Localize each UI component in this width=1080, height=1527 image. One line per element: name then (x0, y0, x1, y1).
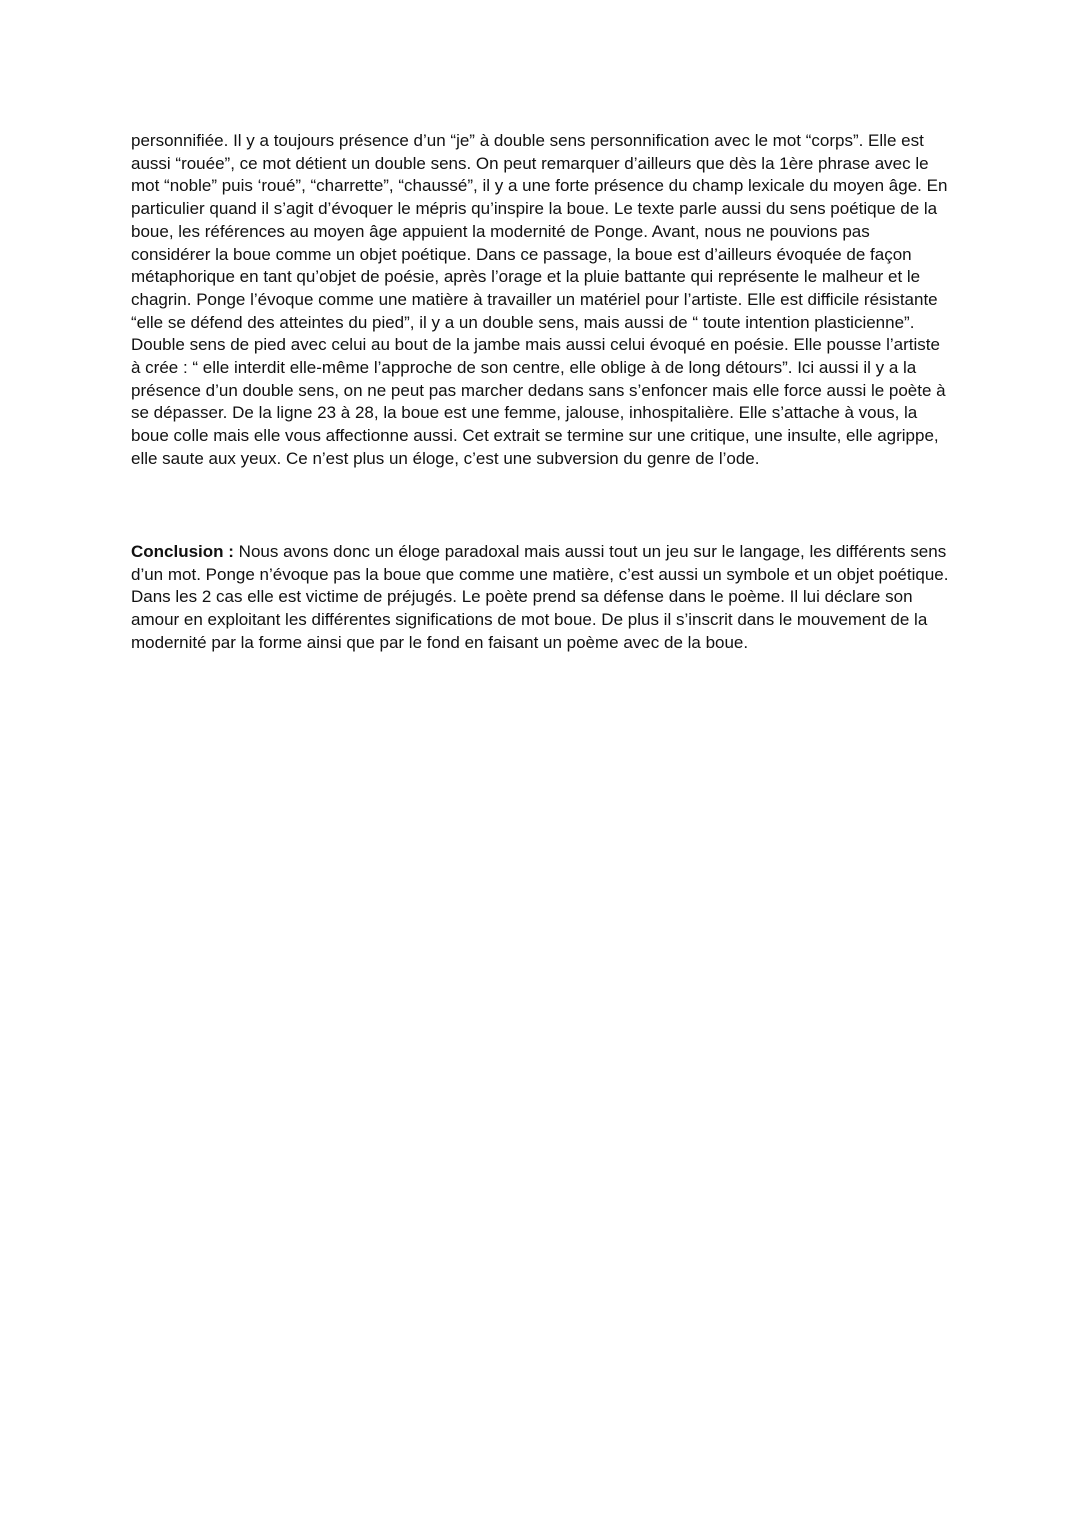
body-paragraph: personnifiée. Il y a toujours présence d’un “je” à double sens personnification avec le mot “corps”. Elle est aussi “rouée”, ce mot détient un double sens. On peut remarquer d’ailleurs que dès la 1ère phrase avec le mot “noble” puis ‘roué”, “charrette”, “chaussé”, il y a une forte présence du champ lexicale du moyen âge. En particulier quand il s’agit d’évoquer le mépris qu’inspire la boue. Le texte parle aussi du sens poétique de la boue, les références au moyen âge appuient la modernité de Ponge. Avant, nous ne pouvions pas considérer la boue comme un objet poétique. Dans ce passage, la boue est d’ailleurs évoquée de façon métaphorique en tant qu’objet de poésie, après l’orage et la pluie battante qui représente le malheur et le chagrin. Ponge l’évoque comme une matière à travailler un matériel pour l’artiste. Elle est difficile résistante “elle se défend des atteintes du pied”, il y a un double sens, mais aussi de “ toute intention plasticienne”. Double sens de pied avec celui au bout de la jambe mais aussi celui évoqué en poésie. Elle pousse l’artiste à crée : “ elle interdit elle-même l’approche de son centre, elle oblige à de long détours”. Ici aussi il y a la présence d’un double sens, on ne peut pas marcher dedans sans s’enfoncer mais elle force aussi le poète à se dépasser. De la ligne 23 à 28, la boue est une femme, jalouse, inhospitalière. Elle s’attache à vous, la boue colle mais elle vous affectionne aussi. Cet extrait se termine sur une critique, une insulte, elle agrippe, elle saute aux yeux. Ce n’est plus un éloge, c’est une subversion du genre de l’ode. (131, 131, 948, 468)
conclusion-text: Nous avons donc un éloge paradoxal mais aussi tout un jeu sur le langage, les différents sens d’un mot. Ponge n’évoque pas la boue que comme une matière, c’est aussi un symbole et un objet poétique. Dans les 2 cas elle est victime de préjugés. Le poète prend sa défense dans le poème. Il lui déclare son amour en exploitant les différentes significations de mot boue. De plus il s’inscrit dans le mouvement de la modernité par la forme ainsi que par le fond en faisant un poème avec de la boue. (131, 542, 949, 652)
conclusion-paragraph (131, 541, 953, 655)
conclusion-label: Conclusion : (131, 542, 234, 561)
